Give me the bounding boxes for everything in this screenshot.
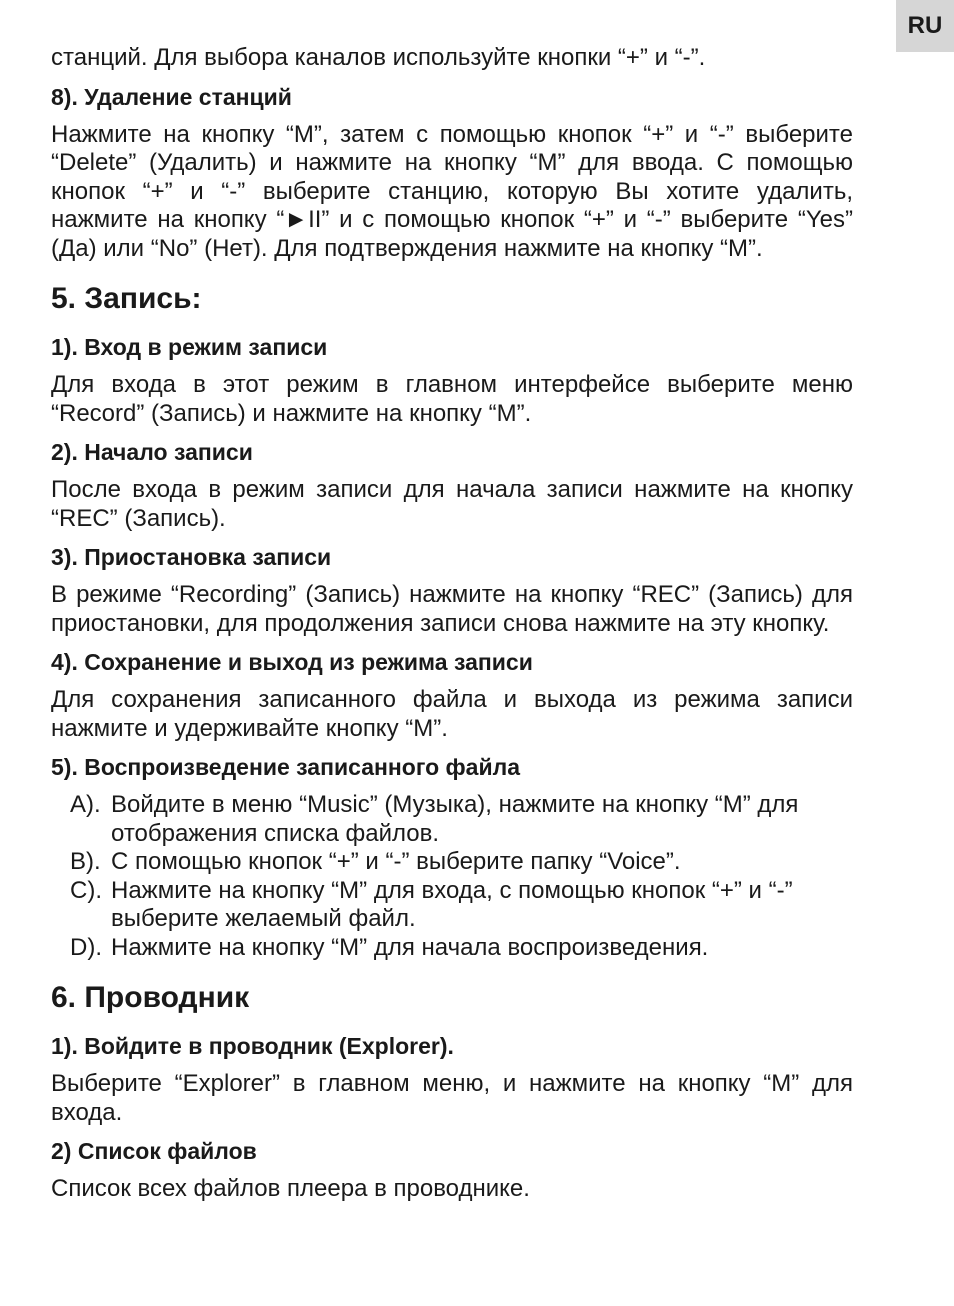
list-item-text: Нажмите на кнопку “M” для начала воспроизведения. xyxy=(111,933,709,961)
paragraph-continuation: станций. Для выбора каналов используйте кнопки “+” и “-”. xyxy=(51,44,706,71)
paragraph-file-list: Список всех файлов плеера в проводнике. xyxy=(51,1175,530,1202)
list-item-text: Нажмите на кнопку “M” для входа, с помощью кнопок “+” и “-” выберите желаемый файл. xyxy=(111,876,793,932)
list-marker: C). xyxy=(70,876,102,904)
list-marker: D). xyxy=(70,933,102,961)
paragraph-delete-stations: Нажмите на кнопку “M”, затем с помощью кнопок “+” и “-” выберите “Delete” (Удалить) и нажмите на кнопку “M” для ввода. С помощью кнопок “+” и “-” выберите станцию, которую Вы хотите удалить, нажмите на кнопку “►II” и с помощью кнопок “+” и “-” выберите “Yes” (Да) или “No” (Нет). Для подтверждения нажмите на кнопку “M”. xyxy=(51,120,853,262)
list-item-text: С помощью кнопок “+” и “-” выберите папку “Voice”. xyxy=(111,848,681,875)
list-marker: A). xyxy=(70,791,101,818)
subsection-title-start-record: 2). Начало записи xyxy=(51,439,253,465)
subsection-title-save-exit: 4). Сохранение и выход из режима записи xyxy=(51,649,533,675)
subsection-title-playback: 5). Воспроизведение записанного файла xyxy=(51,754,520,780)
list-item-text: Войдите в меню “Music” (Музыка), нажмите на кнопку “M” для отображения списка файлов. xyxy=(111,791,799,847)
paragraph-enter-record: Для входа в этот режим в главном интерфейсе выберите меню “Record” (Запись) и нажмите на кнопку “M”. xyxy=(51,371,853,427)
subsection-title-pause-record: 3). Приостановка записи xyxy=(51,544,332,570)
list-item xyxy=(51,934,853,963)
list-item xyxy=(51,791,853,848)
list-item xyxy=(51,877,853,934)
subsection-title-enter-record: 1). Вход в режим записи xyxy=(51,334,328,360)
playback-steps-list xyxy=(51,791,853,962)
subsection-title-enter-explorer: 1). Войдите в проводник (Explorer). xyxy=(51,1033,454,1059)
subsection-title-delete-stations: 8). Удаление станций xyxy=(51,83,292,110)
page-content xyxy=(51,44,853,1204)
subsection-title-file-list: 2) Список файлов xyxy=(51,1138,257,1164)
paragraph-save-exit: Для сохранения записанного файла и выхода из режима записи нажмите и удерживайте кнопку “M”. xyxy=(51,686,853,742)
list-item xyxy=(51,848,853,877)
paragraph-pause-record: В режиме “Recording” (Запись) нажмите на кнопку “REC” (Запись) для приостановки, для продолжения записи снова нажмите на эту кнопку. xyxy=(51,581,853,637)
list-marker: B). xyxy=(70,848,101,875)
language-tab: RU xyxy=(896,0,954,52)
section-title-recording: 5. Запись: xyxy=(51,282,202,315)
paragraph-start-record: После входа в режим записи для начала записи нажмите на кнопку “REC” (Запись). xyxy=(51,476,853,532)
section-title-explorer: 6. Проводник xyxy=(51,981,250,1014)
paragraph-enter-explorer: Выберите “Explorer” в главном меню, и нажмите на кнопку “M” для входа. xyxy=(51,1070,853,1126)
